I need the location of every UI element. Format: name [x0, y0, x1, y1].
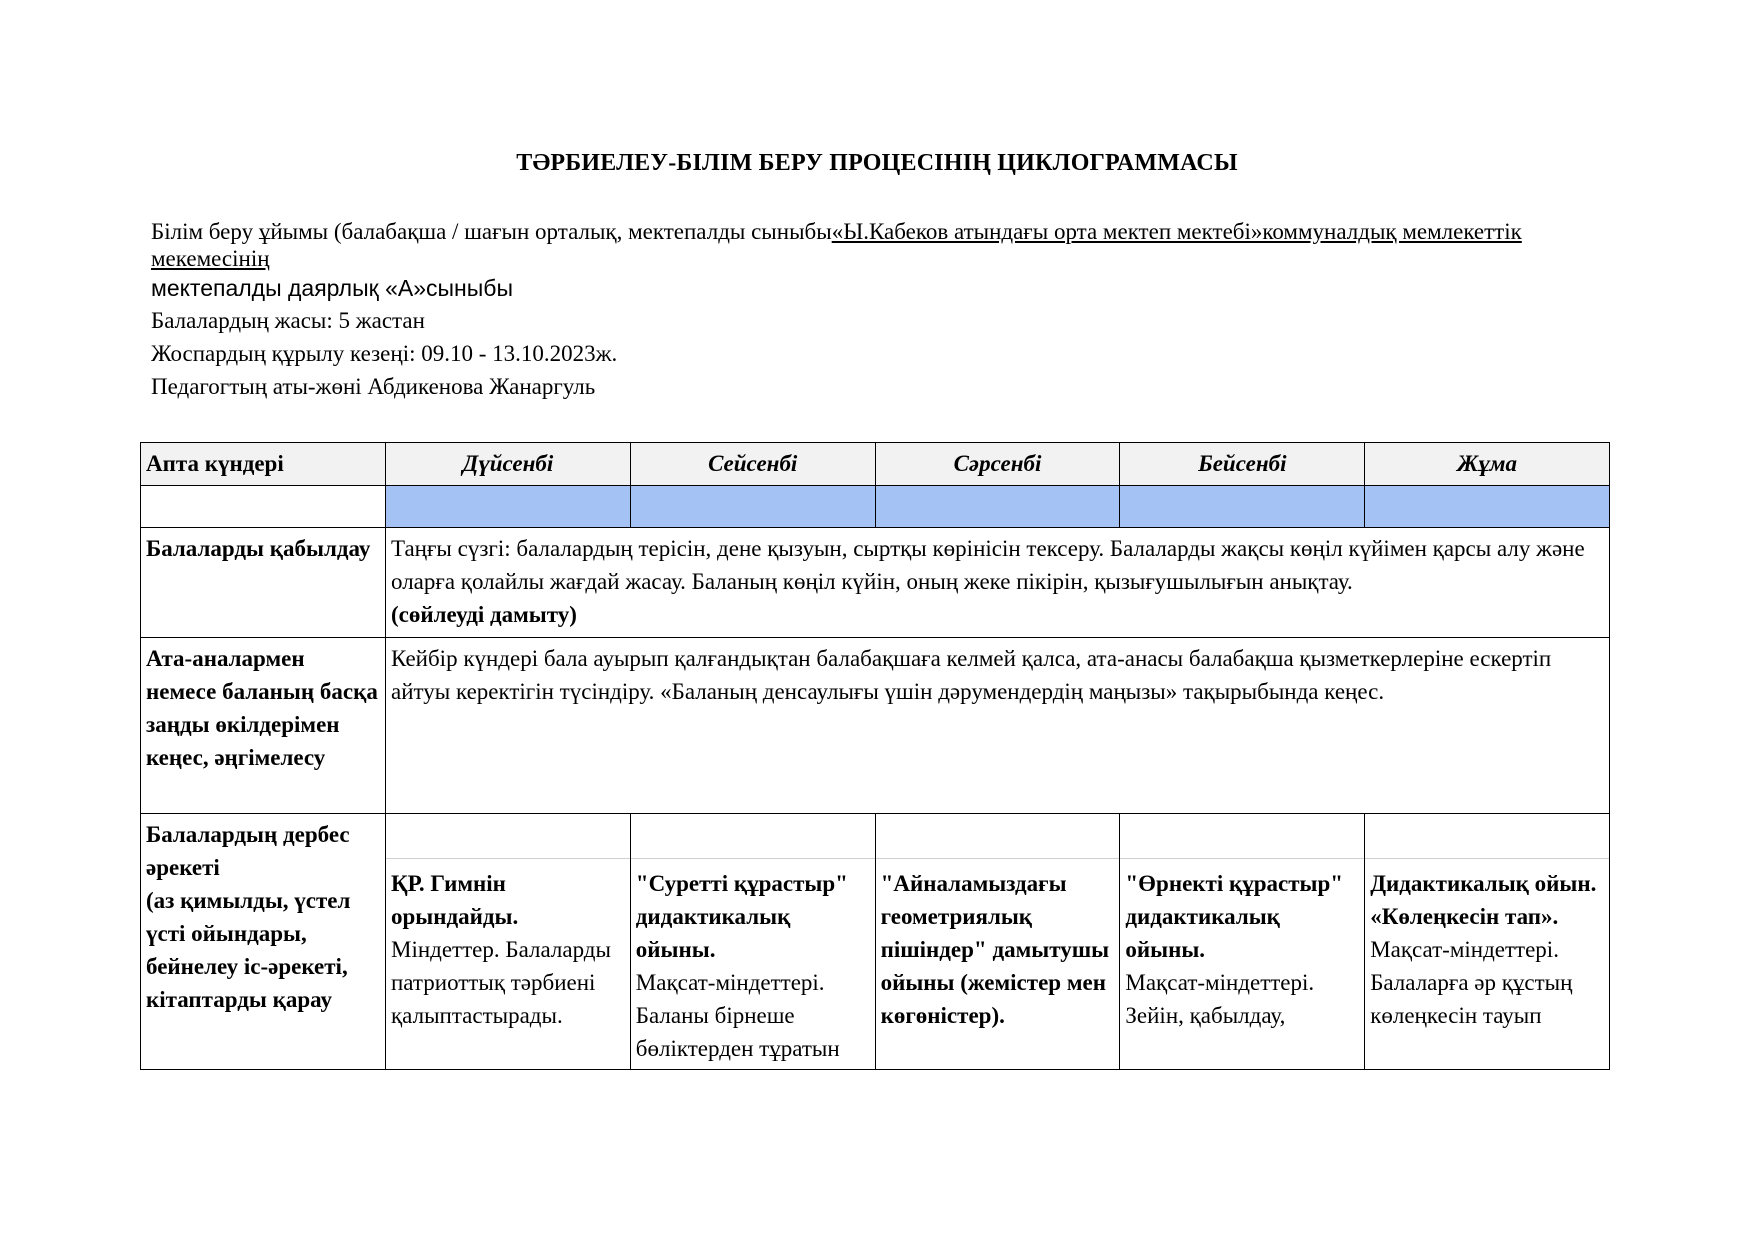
age-line: Балалардың жасы: 5 жастан: [151, 308, 425, 333]
schedule-table: [140, 442, 1610, 1070]
activity-title: "Суретті құрастыр" дидактикалық ойыны.: [635, 871, 848, 962]
activity-title: "Өрнекті құрастыр" дидактикалық ойыны.: [1125, 871, 1344, 962]
activity-label-details: (аз қимылды, үстел үсті ойындары, бейнелеу іс-әрекеті, кітаптарды қарау: [146, 888, 351, 1012]
activity-body: Мақсат-міндеттері. Балаларға әр құстың көлеңкесін тауып: [1370, 937, 1573, 1028]
organization-prefix: Білім беру ұйымы (балабақша / шағын орталық, мектепалды сыныбы: [151, 219, 832, 244]
activity-cell-tuesday: [630, 814, 875, 1070]
reception-row: [141, 528, 1610, 638]
activity-body: Мақсат-міндеттері. Зейін, қабылдау,: [1125, 970, 1315, 1028]
activity-title: ҚР. Гимнін орындайды.: [391, 871, 519, 929]
highlight-cell: [630, 486, 875, 528]
day-header-wednesday: Сәрсенбі: [875, 443, 1120, 486]
activity-row: [141, 814, 1610, 1070]
day-header-monday: Дүйсенбі: [386, 443, 631, 486]
activity-body: Міндеттер. Балаларды патриоттық тәрбиені қалыптастырады.: [391, 937, 611, 1028]
highlight-row: [141, 486, 1610, 528]
activity-label: [141, 814, 386, 1070]
activity-cell-monday: [386, 814, 631, 1070]
parents-label: Ата-аналармен немесе баланың басқа заңды өкілдерімен кеңес, әңгімелесу: [141, 638, 386, 814]
highlight-cell: [1365, 486, 1610, 528]
highlight-cell: [875, 486, 1120, 528]
reception-text-bold: (сөйлеуді дамыту): [391, 602, 577, 627]
document-title: ТӘРБИЕЛЕУ-БІЛІМ БЕРУ ПРОЦЕСІНІҢ ЦИКЛОГРАММАСЫ: [516, 150, 1238, 176]
period-line: Жоспардың құрылу кезеңі: 09.10 - 13.10.2023ж.: [151, 341, 618, 366]
day-header-friday: Жұма: [1365, 443, 1610, 486]
day-header-tuesday: Сейсенбі: [630, 443, 875, 486]
day-header-thursday: Бейсенбі: [1120, 443, 1365, 486]
activity-cell-friday: [1365, 814, 1610, 1070]
activity-label-title: Балалардың дербес әрекеті: [146, 822, 350, 880]
activity-body: Мақсат-міндеттері. Баланы бірнеше бөліктерден тұратын: [635, 970, 840, 1061]
activity-cell-wednesday: [875, 814, 1120, 1070]
highlight-row-label-cell: [141, 486, 386, 528]
reception-content: [386, 528, 1610, 638]
organization-name: «Ы.Кабеков атындағы орта мектеп мектебі»коммуналдық мемлекеттік мекемесінің: [151, 219, 1522, 271]
activity-cell-thursday: [1120, 814, 1365, 1070]
activity-title: "Айналамыздағы геометриялық пішіндер" дамытушы ойыны (жемістер мен көгөністер).: [880, 871, 1110, 1028]
highlight-cell: [1120, 486, 1365, 528]
highlight-cell: [386, 486, 631, 528]
parents-content: Кейбір күндері бала ауырып қалғандықтан балабақшаға келмей қалса, ата-анасы балабақша қызметкерлеріне ескертіп айтуы керектігін түсіндіру. «Баланың денсаулығы үшін дәрумендердің маңызы» тақырыбында кеңес.: [386, 638, 1610, 814]
table-header-row: [141, 443, 1610, 486]
document-header: [151, 218, 1591, 403]
activity-title: Дидактикалық ойын. «Көлеңкесін тап».: [1370, 871, 1597, 929]
reception-label: Балаларды қабылдау: [141, 528, 386, 638]
class-line: мектепалды даярлық «А»сыныбы: [151, 275, 513, 301]
organization-line: [151, 218, 1591, 272]
reception-text: Таңғы сүзгі: балалардың терісін, дене қызуын, сыртқы көрінісін тексеру. Балаларды жақсы көңіл күйімен қарсы алу және оларға қолайлы жағдай жасау. Баланың көңіл күйін, оның жеке пікірін, қызығушылығын анықтау.: [391, 536, 1585, 594]
weekdays-header: Апта күндері: [141, 443, 386, 486]
teacher-line: Педагогтың аты-жөні Абдикенова Жанаргуль: [151, 374, 596, 399]
parents-row: [141, 638, 1610, 814]
